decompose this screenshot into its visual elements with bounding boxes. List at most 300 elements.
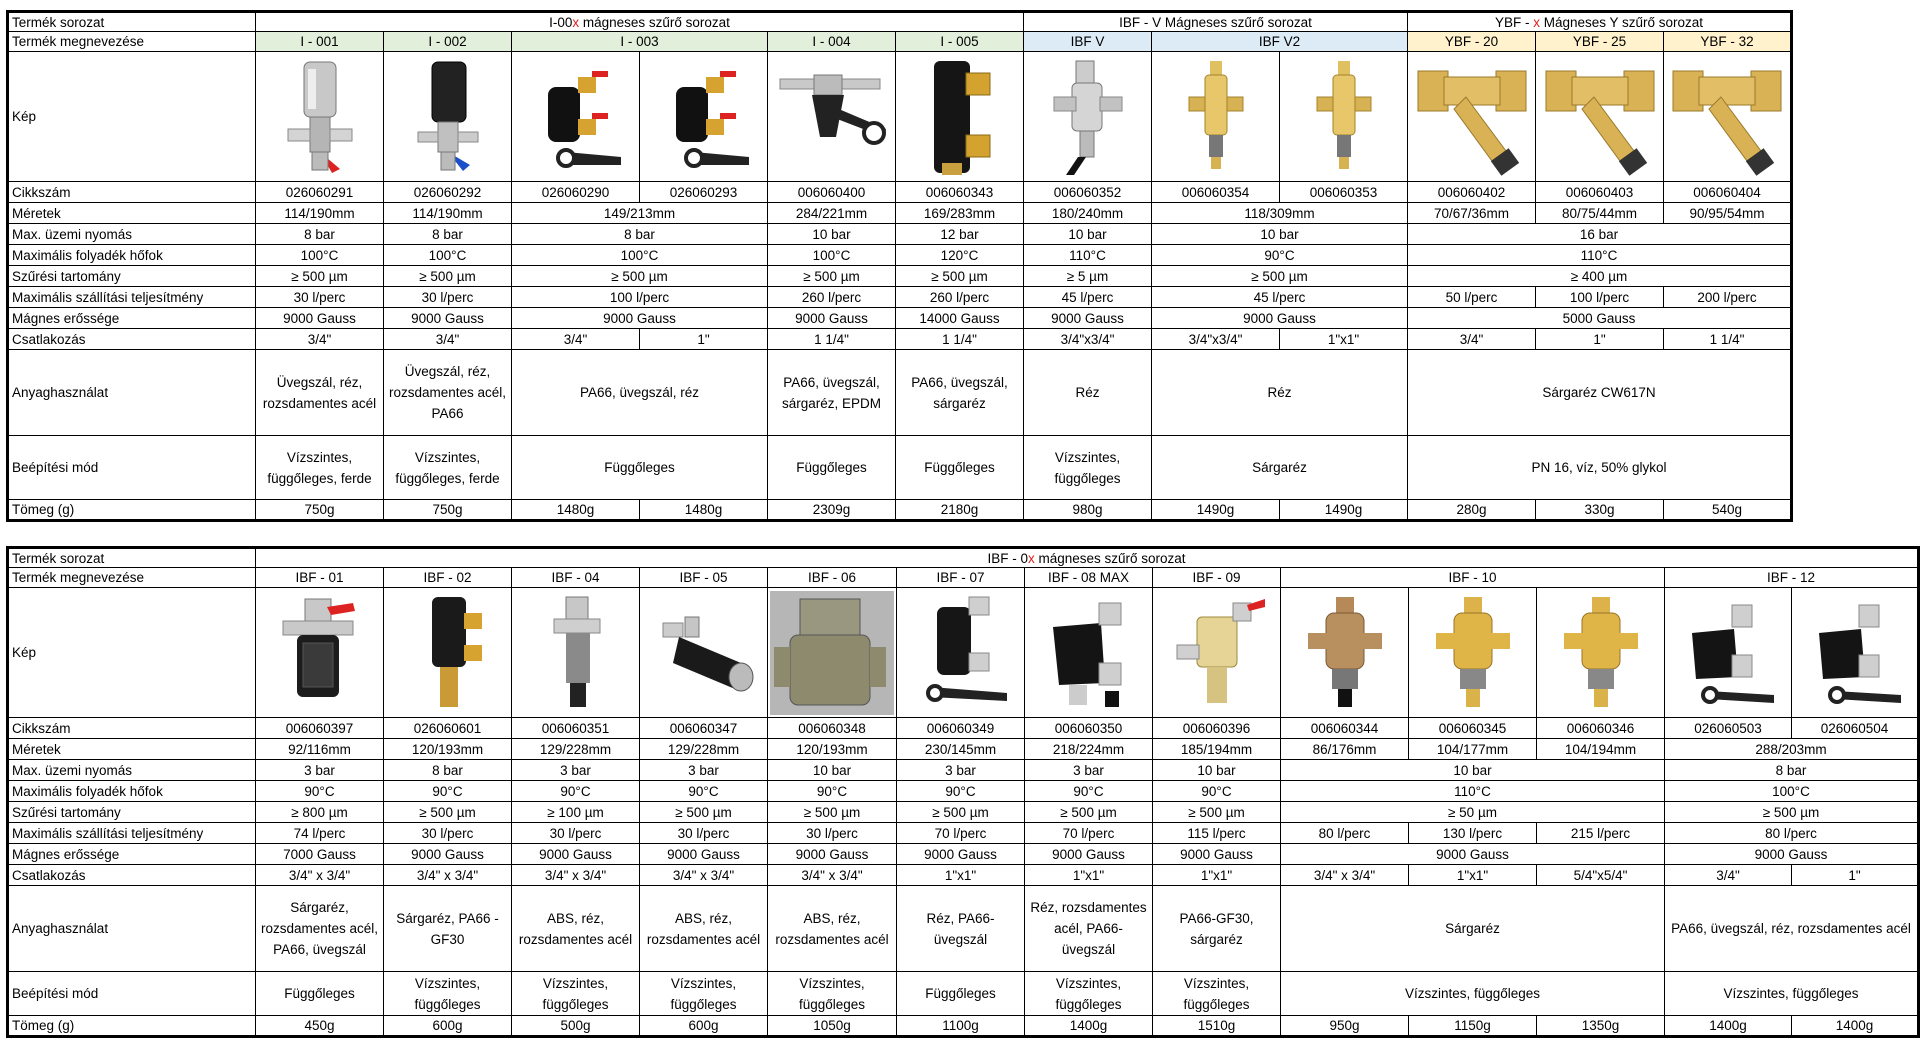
conn-cell: 1" — [1536, 329, 1664, 350]
weight-cell: 980g — [1024, 500, 1152, 521]
product-name: IBF - 05 — [640, 568, 768, 588]
row-label-sku: Cikkszám — [8, 718, 256, 739]
flow-cell: 30 l/perc — [256, 287, 384, 308]
product-table-2 — [6, 546, 1920, 1038]
weight-cell: 280g — [1408, 500, 1536, 521]
mount-cell: Vízszintes, függőleges — [768, 972, 897, 1016]
conn-cell: 3/4" x 3/4" — [640, 865, 768, 886]
product-name: I - 004 — [768, 32, 896, 52]
weight-cell: 1490g — [1152, 500, 1280, 521]
temp-cell: 90°C — [768, 781, 897, 802]
material-cell: PA66, üvegszál, réz — [512, 350, 768, 436]
filter-cell: ≥ 500 µm — [256, 266, 384, 287]
magnet-cell: 9000 Gauss — [640, 844, 768, 865]
product-image — [1792, 588, 1919, 718]
conn-cell: 1" — [640, 329, 768, 350]
magnet-cell: 9000 Gauss — [1025, 844, 1153, 865]
conn-cell: 3/4" x 3/4" — [512, 865, 640, 886]
flow-cell: 74 l/perc — [256, 823, 384, 844]
conn-cell: 3/4"x3/4" — [1152, 329, 1280, 350]
product-name: IBF V — [1024, 32, 1152, 52]
row-label-image: Kép — [8, 52, 256, 182]
weight-cell: 1400g — [1665, 1016, 1792, 1037]
conn-cell: 1"x1" — [1025, 865, 1153, 886]
row-label-filter: Szűrési tartomány — [8, 266, 256, 287]
material-cell: Üvegszál, réz, rozsdamentes acél, PA66 — [384, 350, 512, 436]
material-cell: PA66, üvegszál, sárgaréz, EPDM — [768, 350, 896, 436]
row-label-flow: Maximális szállítási teljesítmény — [8, 287, 256, 308]
product-name: IBF - 01 — [256, 568, 384, 588]
filter-cell: ≥ 500 µm — [1665, 802, 1919, 823]
sku-cell: 006060345 — [1409, 718, 1537, 739]
product-image — [256, 588, 384, 718]
flow-cell: 45 l/perc — [1152, 287, 1408, 308]
dims-cell: 180/240mm — [1024, 203, 1152, 224]
conn-cell: 3/4" x 3/4" — [1281, 865, 1409, 886]
magnet-cell: 7000 Gauss — [256, 844, 384, 865]
temp-cell: 90°C — [384, 781, 512, 802]
sku-cell: 006060400 — [768, 182, 896, 203]
temp-cell: 110°C — [1408, 245, 1792, 266]
weight-cell: 750g — [384, 500, 512, 521]
filter-cell: ≥ 500 µm — [897, 802, 1025, 823]
pressure-cell: 10 bar — [1153, 760, 1281, 781]
mount-cell: Függőleges — [896, 436, 1024, 500]
conn-cell: 3/4"x3/4" — [1024, 329, 1152, 350]
product-image — [1536, 52, 1664, 182]
pressure-cell: 3 bar — [512, 760, 640, 781]
product-name: I - 005 — [896, 32, 1024, 52]
flow-cell: 30 l/perc — [768, 823, 897, 844]
magnet-cell: 9000 Gauss — [1665, 844, 1919, 865]
mount-cell: PN 16, víz, 50% glykol — [1408, 436, 1792, 500]
dims-cell: 118/309mm — [1152, 203, 1408, 224]
row-label-name: Termék megnevezése — [8, 32, 256, 52]
product-name: IBF V2 — [1152, 32, 1408, 52]
sku-cell: 006060350 — [1025, 718, 1153, 739]
filter-cell: ≥ 500 µm — [768, 802, 897, 823]
dims-cell: 80/75/44mm — [1536, 203, 1664, 224]
product-name: YBF - 20 — [1408, 32, 1536, 52]
sku-cell: 026060503 — [1665, 718, 1792, 739]
product-image — [640, 588, 768, 718]
pressure-cell: 10 bar — [1281, 760, 1665, 781]
flow-cell: 70 l/perc — [897, 823, 1025, 844]
flow-cell: 260 l/perc — [768, 287, 896, 308]
filter-cell: ≥ 500 µm — [896, 266, 1024, 287]
conn-cell: 5/4"x5/4" — [1537, 865, 1665, 886]
pressure-cell: 8 bar — [256, 224, 384, 245]
dims-cell: 120/193mm — [384, 739, 512, 760]
product-image — [1024, 52, 1152, 182]
mount-cell: Függőleges — [768, 436, 896, 500]
product-image — [512, 588, 640, 718]
pressure-cell: 10 bar — [1152, 224, 1408, 245]
flow-cell: 30 l/perc — [640, 823, 768, 844]
flow-cell: 215 l/perc — [1537, 823, 1665, 844]
dims-cell: 185/194mm — [1153, 739, 1281, 760]
product-image — [1152, 52, 1280, 182]
row-label-mount: Beépítési mód — [8, 972, 256, 1016]
magnet-cell: 9000 Gauss — [384, 844, 512, 865]
product-name: YBF - 25 — [1536, 32, 1664, 52]
product-image — [768, 588, 897, 718]
magnet-cell: 9000 Gauss — [512, 308, 768, 329]
material-cell: PA66, üvegszál, réz, rozsdamentes acél — [1665, 886, 1919, 972]
mount-cell: Függőleges — [512, 436, 768, 500]
material-cell: Sárgaréz, rozsdamentes acél, PA66, üvegszál — [256, 886, 384, 972]
sku-cell: 026060504 — [1792, 718, 1919, 739]
dims-cell: 218/224mm — [1025, 739, 1153, 760]
product-name: IBF - 04 — [512, 568, 640, 588]
product-name: IBF - 08 MAX — [1025, 568, 1153, 588]
conn-cell: 1"x1" — [1280, 329, 1408, 350]
conn-cell: 1 1/4" — [896, 329, 1024, 350]
filter-cell: ≥ 400 µm — [1408, 266, 1792, 287]
pressure-cell: 10 bar — [768, 760, 897, 781]
magnet-cell: 9000 Gauss — [1281, 844, 1665, 865]
series-header: IBF - V Mágneses szűrő sorozat — [1024, 12, 1408, 32]
magnet-cell: 5000 Gauss — [1408, 308, 1792, 329]
filter-cell: ≥ 500 µm — [1025, 802, 1153, 823]
row-label-magnet: Mágnes erőssége — [8, 308, 256, 329]
mount-cell: Vízszintes, függőleges — [1153, 972, 1281, 1016]
row-label-dims: Méretek — [8, 203, 256, 224]
product-image — [1537, 588, 1665, 718]
material-cell: PA66, üvegszál, sárgaréz — [896, 350, 1024, 436]
temp-cell: 100°C — [384, 245, 512, 266]
temp-cell: 90°C — [512, 781, 640, 802]
weight-cell: 1480g — [512, 500, 640, 521]
temp-cell: 90°C — [256, 781, 384, 802]
conn-cell: 3/4" — [1665, 865, 1792, 886]
material-cell: Réz, rozsdamentes acél, PA66- üvegszál — [1025, 886, 1153, 972]
conn-cell: 1" — [1792, 865, 1919, 886]
material-cell: ABS, réz, rozsdamentes acél — [512, 886, 640, 972]
magnet-cell: 14000 Gauss — [896, 308, 1024, 329]
weight-cell: 1490g — [1280, 500, 1408, 521]
material-cell: Réz, PA66- üvegszál — [897, 886, 1025, 972]
magnet-cell: 9000 Gauss — [1024, 308, 1152, 329]
weight-cell: 1100g — [897, 1016, 1025, 1037]
dims-cell: 120/193mm — [768, 739, 897, 760]
sku-cell: 006060402 — [1408, 182, 1536, 203]
row-label-image: Kép — [8, 588, 256, 718]
product-image — [897, 588, 1025, 718]
row-label-magnet: Mágnes erőssége — [8, 844, 256, 865]
row-label-dims: Méretek — [8, 739, 256, 760]
filter-cell: ≥ 500 µm — [1152, 266, 1408, 287]
mount-cell: Vízszintes, függőleges, ferde — [384, 436, 512, 500]
product-name: IBF - 10 — [1281, 568, 1665, 588]
pressure-cell: 10 bar — [768, 224, 896, 245]
product-image — [1664, 52, 1792, 182]
weight-cell: 600g — [384, 1016, 512, 1037]
filter-cell: ≥ 800 µm — [256, 802, 384, 823]
magnet-cell: 9000 Gauss — [1153, 844, 1281, 865]
mount-cell: Függőleges — [897, 972, 1025, 1016]
pressure-cell: 3 bar — [256, 760, 384, 781]
material-cell: PA66-GF30, sárgaréz — [1153, 886, 1281, 972]
conn-cell: 1 1/4" — [768, 329, 896, 350]
sku-cell: 006060353 — [1280, 182, 1408, 203]
flow-cell: 200 l/perc — [1664, 287, 1792, 308]
mount-cell: Vízszintes, függőleges — [384, 972, 512, 1016]
material-cell: Sárgaréz CW617N — [1408, 350, 1792, 436]
sku-cell: 006060354 — [1152, 182, 1280, 203]
dims-cell: 129/228mm — [640, 739, 768, 760]
dims-cell: 149/213mm — [512, 203, 768, 224]
row-label-name: Termék megnevezése — [8, 568, 256, 588]
flow-cell: 30 l/perc — [384, 823, 512, 844]
filter-cell: ≥ 500 µm — [512, 266, 768, 287]
mount-cell: Sárgaréz — [1152, 436, 1408, 500]
weight-cell: 2180g — [896, 500, 1024, 521]
magnet-cell: 9000 Gauss — [897, 844, 1025, 865]
sku-cell: 006060348 — [768, 718, 897, 739]
row-label-temp: Maximális folyadék hőfok — [8, 245, 256, 266]
temp-cell: 100°C — [768, 245, 896, 266]
weight-cell: 950g — [1281, 1016, 1409, 1037]
magnet-cell: 9000 Gauss — [384, 308, 512, 329]
product-image — [640, 52, 768, 182]
pressure-cell: 8 bar — [384, 224, 512, 245]
dims-cell: 230/145mm — [897, 739, 1025, 760]
product-name: I - 001 — [256, 32, 384, 52]
product-image — [1665, 588, 1792, 718]
dims-cell: 288/203mm — [1665, 739, 1919, 760]
weight-cell: 500g — [512, 1016, 640, 1037]
material-cell: ABS, réz, rozsdamentes acél — [768, 886, 897, 972]
row-label-filter: Szűrési tartomány — [8, 802, 256, 823]
conn-cell: 3/4" x 3/4" — [768, 865, 897, 886]
row-label-temp: Maximális folyadék hőfok — [8, 781, 256, 802]
series-header: I-00x mágneses szűrő sorozat — [256, 12, 1024, 32]
weight-cell: 1400g — [1792, 1016, 1919, 1037]
sku-cell: 006060404 — [1664, 182, 1792, 203]
weight-cell: 330g — [1536, 500, 1664, 521]
row-label-pressure: Max. üzemi nyomás — [8, 760, 256, 781]
product-image — [768, 52, 896, 182]
dims-cell: 129/228mm — [512, 739, 640, 760]
dims-cell: 104/194mm — [1537, 739, 1665, 760]
product-name: IBF - 12 — [1665, 568, 1919, 588]
pressure-cell: 8 bar — [512, 224, 768, 245]
temp-cell: 90°C — [1025, 781, 1153, 802]
flow-cell: 115 l/perc — [1153, 823, 1281, 844]
row-label-weight: Tömeg (g) — [8, 1016, 256, 1037]
product-name: I - 003 — [512, 32, 768, 52]
flow-cell: 80 l/perc — [1281, 823, 1409, 844]
conn-cell: 1"x1" — [1409, 865, 1537, 886]
product-table-1 — [6, 10, 1793, 522]
product-image — [1281, 588, 1409, 718]
temp-cell: 110°C — [1281, 781, 1665, 802]
row-label-pressure: Max. üzemi nyomás — [8, 224, 256, 245]
magnet-cell: 9000 Gauss — [256, 308, 384, 329]
filter-cell: ≥ 500 µm — [640, 802, 768, 823]
mount-cell: Vízszintes, függőleges — [1281, 972, 1665, 1016]
sku-cell: 006060396 — [1153, 718, 1281, 739]
sku-cell: 026060292 — [384, 182, 512, 203]
flow-cell: 30 l/perc — [512, 823, 640, 844]
pressure-cell: 12 bar — [896, 224, 1024, 245]
material-cell: Réz — [1024, 350, 1152, 436]
filter-cell: ≥ 500 µm — [384, 802, 512, 823]
sku-cell: 006060343 — [896, 182, 1024, 203]
temp-cell: 120°C — [896, 245, 1024, 266]
weight-cell: 1150g — [1409, 1016, 1537, 1037]
product-image — [384, 52, 512, 182]
magnet-cell: 9000 Gauss — [768, 308, 896, 329]
filter-cell: ≥ 5 µm — [1024, 266, 1152, 287]
weight-cell: 1480g — [640, 500, 768, 521]
pressure-cell: 8 bar — [1665, 760, 1919, 781]
flow-cell: 50 l/perc — [1408, 287, 1536, 308]
dims-cell: 114/190mm — [384, 203, 512, 224]
conn-cell: 1"x1" — [897, 865, 1025, 886]
magnet-cell: 9000 Gauss — [1152, 308, 1408, 329]
flow-cell: 30 l/perc — [384, 287, 512, 308]
product-image — [896, 52, 1024, 182]
weight-cell: 750g — [256, 500, 384, 521]
product-image — [384, 588, 512, 718]
pressure-cell: 8 bar — [384, 760, 512, 781]
filter-cell: ≥ 500 µm — [768, 266, 896, 287]
mount-cell: Vízszintes, függőleges — [640, 972, 768, 1016]
weight-cell: 450g — [256, 1016, 384, 1037]
sku-cell: 006060347 — [640, 718, 768, 739]
mount-cell: Vízszintes, függőleges — [1025, 972, 1153, 1016]
pressure-cell: 3 bar — [640, 760, 768, 781]
flow-cell: 70 l/perc — [1025, 823, 1153, 844]
sku-cell: 006060351 — [512, 718, 640, 739]
material-cell: Sárgaréz, PA66 - GF30 — [384, 886, 512, 972]
product-image — [1408, 52, 1536, 182]
material-cell: ABS, réz, rozsdamentes acél — [640, 886, 768, 972]
material-cell: Üvegszál, réz, rozsdamentes acél — [256, 350, 384, 436]
conn-cell: 1"x1" — [1153, 865, 1281, 886]
mount-cell: Vízszintes, függőleges — [512, 972, 640, 1016]
product-name: IBF - 02 — [384, 568, 512, 588]
flow-cell: 45 l/perc — [1024, 287, 1152, 308]
material-cell: Réz — [1152, 350, 1408, 436]
product-name: YBF - 32 — [1664, 32, 1792, 52]
row-label-material: Anyaghasználat — [8, 350, 256, 436]
filter-cell: ≥ 500 µm — [384, 266, 512, 287]
dims-cell: 114/190mm — [256, 203, 384, 224]
conn-cell: 3/4" x 3/4" — [384, 865, 512, 886]
temp-cell: 100°C — [1665, 781, 1919, 802]
filter-cell: ≥ 50 µm — [1281, 802, 1665, 823]
conn-cell: 3/4" — [512, 329, 640, 350]
row-label-weight: Tömeg (g) — [8, 500, 256, 521]
row-label-sku: Cikkszám — [8, 182, 256, 203]
weight-cell: 2309g — [768, 500, 896, 521]
weight-cell: 1350g — [1537, 1016, 1665, 1037]
row-label-mount: Beépítési mód — [8, 436, 256, 500]
magnet-cell: 9000 Gauss — [768, 844, 897, 865]
sku-cell: 006060403 — [1536, 182, 1664, 203]
product-name: IBF - 06 — [768, 568, 897, 588]
temp-cell: 90°C — [897, 781, 1025, 802]
weight-cell: 1400g — [1025, 1016, 1153, 1037]
sku-cell: 006060349 — [897, 718, 1025, 739]
sku-cell: 006060344 — [1281, 718, 1409, 739]
sku-cell: 026060293 — [640, 182, 768, 203]
pressure-cell: 3 bar — [897, 760, 1025, 781]
dims-cell: 169/283mm — [896, 203, 1024, 224]
mount-cell: Függőleges — [256, 972, 384, 1016]
dims-cell: 70/67/36mm — [1408, 203, 1536, 224]
pressure-cell: 3 bar — [1025, 760, 1153, 781]
row-label-conn: Csatlakozás — [8, 329, 256, 350]
product-image — [256, 52, 384, 182]
filter-cell: ≥ 100 µm — [512, 802, 640, 823]
temp-cell: 100°C — [256, 245, 384, 266]
sku-cell: 006060397 — [256, 718, 384, 739]
row-label-material: Anyaghasználat — [8, 886, 256, 972]
product-name: IBF - 07 — [897, 568, 1025, 588]
conn-cell: 3/4" — [384, 329, 512, 350]
flow-cell: 80 l/perc — [1665, 823, 1919, 844]
product-image — [512, 52, 640, 182]
product-image — [1280, 52, 1408, 182]
dims-cell: 86/176mm — [1281, 739, 1409, 760]
mount-cell: Vízszintes, függőleges — [1024, 436, 1152, 500]
row-label-series: Termék sorozat — [8, 548, 256, 568]
magnet-cell: 9000 Gauss — [512, 844, 640, 865]
product-name: I - 002 — [384, 32, 512, 52]
sku-cell: 026060601 — [384, 718, 512, 739]
mount-cell: Vízszintes, függőleges — [1665, 972, 1919, 1016]
product-image — [1153, 588, 1281, 718]
series-header: IBF - 0x mágneses szűrő sorozat — [256, 548, 1919, 568]
weight-cell: 1050g — [768, 1016, 897, 1037]
weight-cell: 600g — [640, 1016, 768, 1037]
conn-cell: 3/4" — [256, 329, 384, 350]
dims-cell: 284/221mm — [768, 203, 896, 224]
temp-cell: 110°C — [1024, 245, 1152, 266]
pressure-cell: 16 bar — [1408, 224, 1792, 245]
mount-cell: Vízszintes, függőleges, ferde — [256, 436, 384, 500]
temp-cell: 100°C — [512, 245, 768, 266]
sku-cell: 006060346 — [1537, 718, 1665, 739]
temp-cell: 90°C — [640, 781, 768, 802]
conn-cell: 3/4" — [1408, 329, 1536, 350]
temp-cell: 90°C — [1153, 781, 1281, 802]
flow-cell: 260 l/perc — [896, 287, 1024, 308]
temp-cell: 90°C — [1152, 245, 1408, 266]
conn-cell: 3/4" x 3/4" — [256, 865, 384, 886]
series-header: YBF - x Mágneses Y szűrő sorozat — [1408, 12, 1792, 32]
row-label-series: Termék sorozat — [8, 12, 256, 32]
row-label-conn: Csatlakozás — [8, 865, 256, 886]
weight-cell: 1510g — [1153, 1016, 1281, 1037]
conn-cell: 1 1/4" — [1664, 329, 1792, 350]
flow-cell: 100 l/perc — [512, 287, 768, 308]
material-cell: Sárgaréz — [1281, 886, 1665, 972]
sku-cell: 026060291 — [256, 182, 384, 203]
product-image — [1025, 588, 1153, 718]
pressure-cell: 10 bar — [1024, 224, 1152, 245]
sku-cell: 006060352 — [1024, 182, 1152, 203]
flow-cell: 130 l/perc — [1409, 823, 1537, 844]
row-label-flow: Maximális szállítási teljesítmény — [8, 823, 256, 844]
dims-cell: 90/95/54mm — [1664, 203, 1792, 224]
product-image — [1409, 588, 1537, 718]
flow-cell: 100 l/perc — [1536, 287, 1664, 308]
